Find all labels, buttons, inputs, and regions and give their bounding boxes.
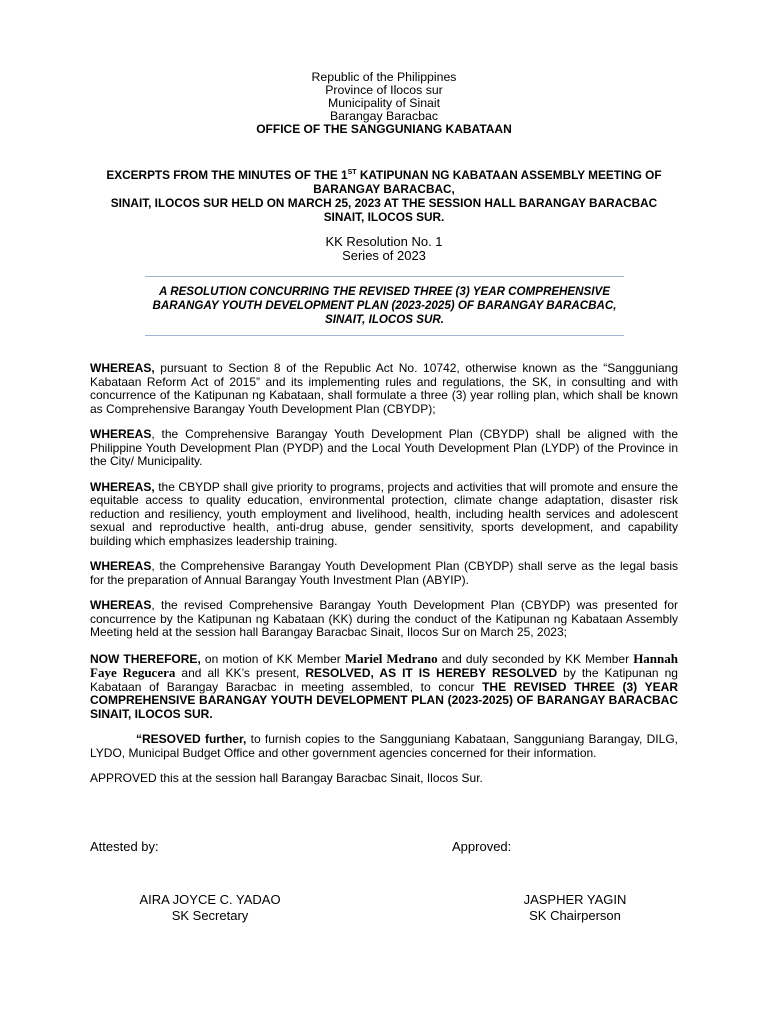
- title-bottom-rule: [145, 335, 624, 336]
- whereas-paragraph: [90, 481, 678, 549]
- chairperson-title: SK Chairperson: [529, 908, 621, 923]
- resolved-further-lead: “RESOVED further,: [136, 732, 247, 746]
- whereas-lead: WHEREAS,: [90, 479, 155, 494]
- whereas-lead: WHEREAS: [90, 559, 152, 573]
- resolved-further-paragraph: [90, 733, 678, 760]
- whereas-text: pursuant to Section 8 of the Republic Act No. 10742, otherwise known as the “Sangguniang Kabataan Reform Act of 2015” and its implementing rules and regulations, the SK, in consulting and with concurrence of the Katipunan ng Kabataan, shall formulate a three (3) year rolling plan, which shall be known as Comprehensive Barangay Youth Development Plan (CBYDP);: [90, 361, 678, 416]
- approved-line: APPROVED this at the session hall Barangay Baracbac Sinait, Ilocos Sur.: [90, 771, 483, 785]
- resolution-title: A RESOLUTION CONCURRING THE REVISED THREE (3) YEAR COMPREHENSIVE BARANGAY YOUTH DEVELOPMENT PLAN (2023-2025) OF BARANGAY BARACBAC, SINAIT, ILOCOS SUR.: [152, 285, 617, 326]
- chairperson-name: JASPHER YAGIN: [523, 892, 627, 907]
- now-therefore-text: and duly seconded by KK Member: [437, 651, 634, 666]
- seconder-name: Hannah Faye Regucera: [90, 650, 678, 680]
- whereas-text: the CBYDP shall give priority to programs, projects and activities that will promote and ensure the equitable access to quality education, environmental protection, climate change adaptation, disaster risk reduction and resiliency, youth employment and livelihood, health, including health services and adolescent sexual and reproductive health, anti-drug abuse, gender sensitivity, sports development, and capability building which emphasizes leadership training.: [90, 479, 678, 548]
- secretary-signature: [110, 892, 310, 924]
- whereas-lead: WHEREAS,: [90, 361, 155, 375]
- resolved-clause: RESOLVED, AS IT IS HEREBY RESOLVED: [305, 666, 558, 680]
- whereas-paragraph: [90, 362, 678, 416]
- whereas-text: , the revised Comprehensive Barangay Youth Development Plan (CBYDP) was presented for concurrence by the Katipunan ng Kabataan (KK) during the conduct of the Katipunan ng Kabataan Assembly Meeting held at the session hall Barangay Baracbac Sinait, Ilocos Sur on March 25, 2023;: [90, 598, 678, 639]
- whereas-lead: WHEREAS: [90, 598, 152, 612]
- chairperson-signature: [475, 892, 675, 924]
- secretary-name: AIRA JOYCE C. YADAO: [139, 892, 281, 907]
- excerpt-part1: EXCERPTS FROM THE MINUTES OF THE 1: [106, 168, 348, 182]
- header-office: OFFICE OF THE SANGGUNIANG KABATAAN: [256, 122, 512, 136]
- resolution-number: KK Resolution No. 1: [325, 234, 443, 249]
- letterhead: [0, 71, 768, 136]
- now-therefore-paragraph: [90, 652, 678, 722]
- resolution-number-block: [0, 235, 768, 263]
- now-therefore-text: and all KK’s present,: [175, 666, 306, 680]
- header-municipality: Municipality of Sinait: [327, 96, 441, 110]
- approved-label: Approved:: [452, 839, 512, 854]
- now-therefore-text: by the Katipunan ng Kabataan of Barangay Baracbac in meeting assembled, to concur: [90, 666, 678, 694]
- now-therefore-text: on motion of KK Member: [200, 651, 345, 666]
- header-barangay: Barangay Baracbac: [329, 109, 438, 123]
- title-top-rule: [145, 276, 624, 277]
- excerpt-heading: [90, 168, 678, 224]
- resolution-series: Series of 2023: [342, 248, 426, 263]
- whereas-lead: WHEREAS: [90, 427, 152, 441]
- whereas-text: , the Comprehensive Barangay Youth Development Plan (CBYDP) shall be aligned with the Philippine Youth Development Plan (PYDP) and the Local Youth Development Plan (LYDP) of the Province in the City/ Municipality.: [90, 427, 678, 468]
- header-province: Province of Ilocos sur: [325, 83, 443, 97]
- header-country: Republic of the Philippines: [311, 70, 457, 84]
- resolution-body: [90, 362, 678, 798]
- secretary-title: SK Secretary: [171, 908, 249, 923]
- whereas-paragraph: [90, 599, 678, 640]
- excerpt-ordinal: ST: [347, 169, 357, 177]
- resolved-further-text: to furnish copies to the Sangguniang Kabataan, Sangguniang Barangay, DILG, LYDO, Municipal Budget Office and other government agencies concerned for their information.: [90, 732, 678, 760]
- mover-name: Mariel Medrano: [344, 650, 438, 666]
- concur-clause: THE REVISED THREE (3) YEAR COMPREHENSIVE BARANGAY YOUTH DEVELOPMENT PLAN (2023-2025) OF BARANGAY BARACBAC SINAIT, ILOCOS SUR.: [90, 679, 678, 721]
- excerpt-part2: KATIPUNAN NG KABATAAN ASSEMBLY MEETING OF BARANGAY BARACBAC,: [313, 168, 662, 196]
- whereas-paragraph: [90, 428, 678, 469]
- excerpt-line2: SINAIT, ILOCOS SUR HELD ON MARCH 25, 2023 AT THE SESSION HALL BARANGAY BARACBAC SINAIT, ILOCOS SUR.: [110, 196, 658, 224]
- attested-label: Attested by:: [90, 839, 159, 854]
- now-therefore-lead: NOW THEREFORE,: [90, 651, 201, 666]
- whereas-text: , the Comprehensive Barangay Youth Development Plan (CBYDP) shall serve as the legal basis for the preparation of Annual Barangay Youth Investment Plan (ABYIP).: [90, 559, 678, 587]
- whereas-paragraph: [90, 560, 678, 587]
